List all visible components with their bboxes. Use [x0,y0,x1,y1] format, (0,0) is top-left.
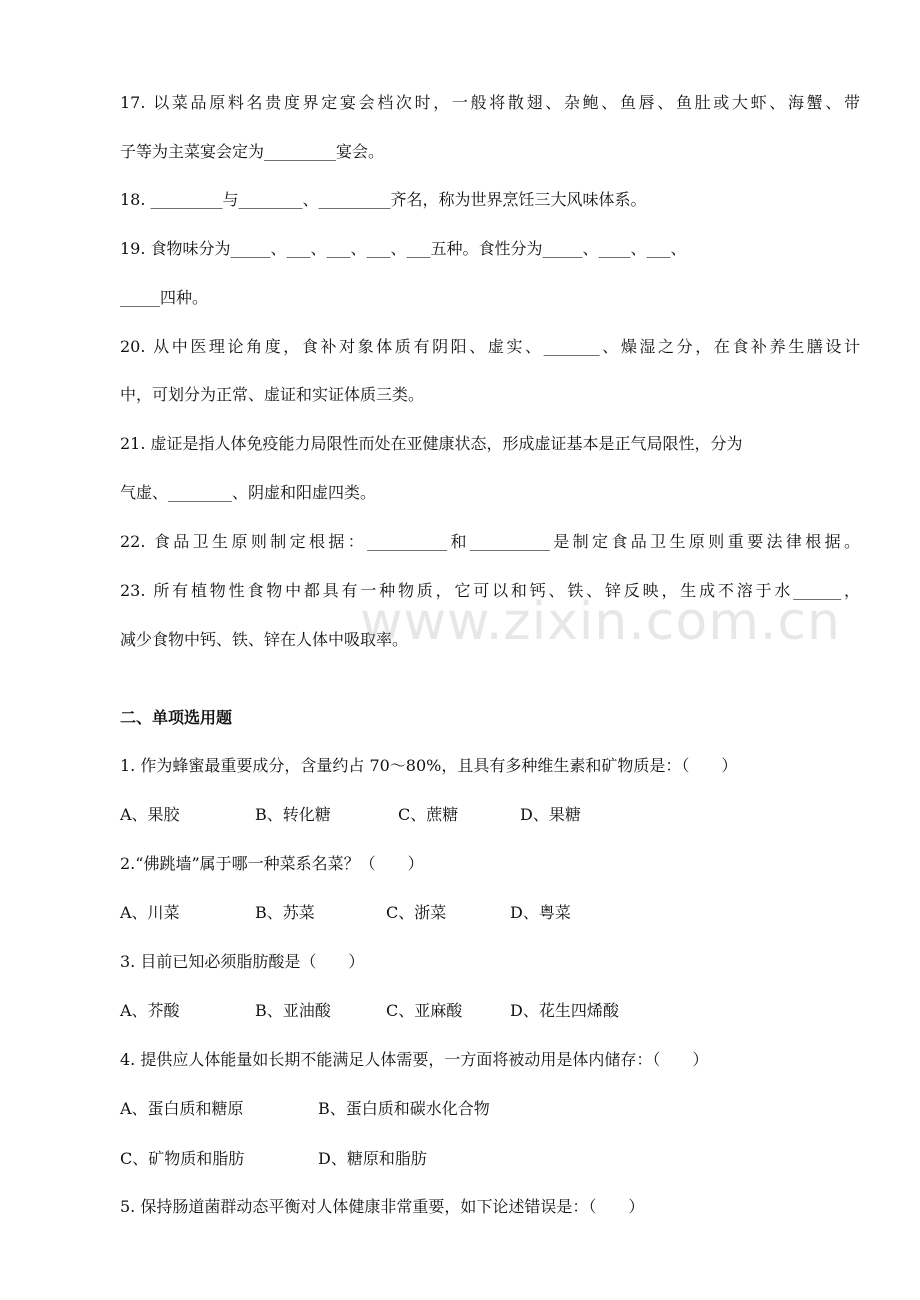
question-1-option-a: A、果胶 [120,805,180,824]
question-2-option-c: C、浙菜 [386,903,447,922]
q19-line-1: 19. 食物味分为_____、___、___、___、___五种。食性分为_____、____、___、 [120,239,687,258]
question-3-stem: 3. 目前已知必须脂肪酸是（ ） [120,952,365,971]
question-3-option-b: B、亚油酸 [255,1001,331,1020]
question-4-option-d: D、糖原和脂肪 [318,1149,427,1168]
q23-line-1: 23. 所有植物性食物中都具有一种物质，它可以和钙、铁、锌反映，生成不溶于水______， [120,581,860,600]
question-1-stem: 1. 作为蜂蜜最重要成分，含量约占 70～80%，且具有多种维生素和矿物质是：（ ） [120,756,738,775]
question-4-stem: 4. 提供应人体能量如长期不能满足人体需要，一方面将被动用是体内储存：（ ） [120,1050,709,1069]
question-2-option-d: D、粤菜 [510,903,571,922]
q22-line: 22. 食品卫生原则制定根据：__________和__________是制定食品卫生原则重要法律根据。 [120,532,860,551]
q20-line-2: 中，可划分为正常、虚证和实证体质三类。 [120,385,425,404]
question-5-stem: 5. 保持肠道菌群动态平衡对人体健康非常重要，如下论述错误是：（ ） [120,1197,645,1216]
q19-line-2: _____四种。 [120,288,209,307]
question-1-option-b: B、转化糖 [255,805,331,824]
q23-line-2: 减少食物中钙、铁、锌在人体中吸取率。 [120,630,409,649]
question-2-option-b: B、苏菜 [255,903,315,922]
question-1-option-c: C、蔗糖 [398,805,459,824]
question-3-option-d: D、花生四烯酸 [510,1001,619,1020]
q21-line-1: 21. 虚证是指人体免疫能力局限性而处在亚健康状态，形成虚证基本是正气局限性，分为 [120,434,743,453]
question-4-option-a: A、蛋白质和糖原 [120,1099,244,1118]
q17-line-2: 子等为主菜宴会定为_________宴会。 [120,142,385,161]
question-1-option-d: D、果糖 [520,805,581,824]
question-4-option-c: C、矿物质和脂肪 [120,1149,245,1168]
q17-line-1: 17. 以菜品原料名贵度界定宴会档次时，一般将散翅、杂鲍、鱼唇、鱼肚或大虾、海蟹、带 [120,93,860,112]
question-2-option-a: A、川菜 [120,903,180,922]
question-2-stem: 2.“佛跳墙”属于哪一种菜系名菜？（ ） [120,854,424,873]
q20-line-1: 20. 从中医理论角度，食补对象体质有阴阳、虚实、_______、燥湿之分，在食补养生膳设计 [120,337,860,356]
question-4-option-b: B、蛋白质和碳水化合物 [318,1099,490,1118]
section-title: 二、单项选用题 [120,708,233,727]
question-3-option-c: C、亚麻酸 [386,1001,463,1020]
question-3-option-a: A、芥酸 [120,1001,180,1020]
watermark: www.zixin.com.cn [360,592,841,652]
q18-line: 18. _________与________、_________齐名，称为世界烹饪三大风味体系。 [120,190,647,209]
q21-line-2: 气虚、________、阴虚和阳虚四类。 [120,483,377,502]
